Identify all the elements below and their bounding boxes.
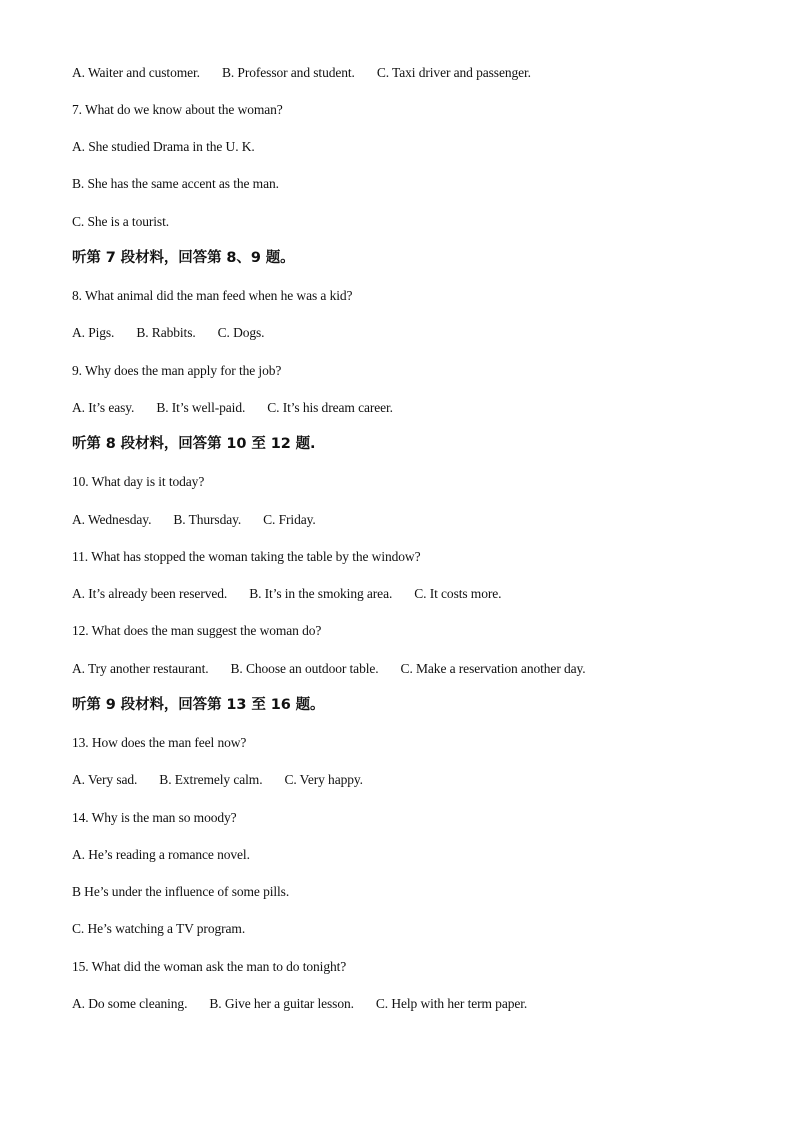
q8-question: 8. What animal did the man feed when he was a kid? xyxy=(72,288,353,303)
q12-question: 12. What does the man suggest the woman do? xyxy=(72,623,322,638)
q12-option-c: C. Make a reservation another day. xyxy=(400,661,586,676)
q11-option-c: C. It costs more. xyxy=(414,586,502,601)
q11-question: 11. What has stopped the woman taking the table by the window? xyxy=(72,549,421,564)
q6-option-b: B. Professor and student. xyxy=(221,65,355,80)
q7-option-a: A. She studied Drama in the U. K. xyxy=(72,139,255,154)
q15-question: 15. What did the woman ask the man to do tonight? xyxy=(72,959,347,974)
q7-question: 7. What do we know about the woman? xyxy=(72,102,283,117)
q8-options xyxy=(72,325,264,341)
q13-option-c: C. Very happy. xyxy=(284,772,363,787)
q13-options xyxy=(72,772,363,788)
q11-options xyxy=(72,586,501,602)
section-heading-9: 听第 9 段材料，回答第 13 至 16 题。 xyxy=(72,697,325,713)
q14-question: 14. Why is the man so moody? xyxy=(72,810,237,825)
q9-option-c: C. It’s his dream career. xyxy=(267,400,393,415)
q13-option-a: A. Very sad. xyxy=(72,772,138,787)
q10-option-c: C. Friday. xyxy=(263,512,316,527)
q13-question: 13. How does the man feel now? xyxy=(72,735,247,750)
q10-option-b: B. Thursday. xyxy=(173,512,242,527)
q13-option-b: B. Extremely calm. xyxy=(159,772,263,787)
q7-option-c: C. She is a tourist. xyxy=(72,214,170,229)
q15-option-a: A. Do some cleaning. xyxy=(72,996,188,1011)
q6-option-c: C. Taxi driver and passenger. xyxy=(376,65,531,80)
q14-option-c: C. He’s watching a TV program. xyxy=(72,921,246,936)
q10-question: 10. What day is it today? xyxy=(72,474,205,489)
q8-option-c: C. Dogs. xyxy=(217,325,265,340)
q8-option-a: A. Pigs. xyxy=(72,325,115,340)
q15-option-c: C. Help with her term paper. xyxy=(375,996,528,1011)
q15-option-b: B. Give her a guitar lesson. xyxy=(209,996,354,1011)
q6-options xyxy=(72,65,531,81)
q15-options xyxy=(72,996,527,1012)
section-heading-8: 听第 8 段材料，回答第 10 至 12 题. xyxy=(72,436,316,452)
q11-option-b: B. It’s in the smoking area. xyxy=(249,586,393,601)
q9-question: 9. Why does the man apply for the job? xyxy=(72,363,282,378)
q8-option-b: B. Rabbits. xyxy=(136,325,196,340)
q10-option-a: A. Wednesday. xyxy=(72,512,152,527)
q6-option-a: A. Waiter and customer. xyxy=(72,65,200,80)
q14-option-a: A. He’s reading a romance novel. xyxy=(72,847,250,862)
q9-option-a: A. It’s easy. xyxy=(72,400,135,415)
q12-option-a: A. Try another restaurant. xyxy=(72,661,209,676)
q12-options xyxy=(72,661,586,677)
q10-options xyxy=(72,512,316,528)
q9-option-b: B. It’s well-paid. xyxy=(156,400,246,415)
q7-option-b: B. She has the same accent as the man. xyxy=(72,176,279,191)
q14-option-b: B He’s under the influence of some pills. xyxy=(72,884,290,899)
q9-options xyxy=(72,400,393,416)
q12-option-b: B. Choose an outdoor table. xyxy=(230,661,379,676)
section-heading-7: 听第 7 段材料，回答第 8、9 题。 xyxy=(72,250,295,266)
q11-option-a: A. It’s already been reserved. xyxy=(72,586,228,601)
